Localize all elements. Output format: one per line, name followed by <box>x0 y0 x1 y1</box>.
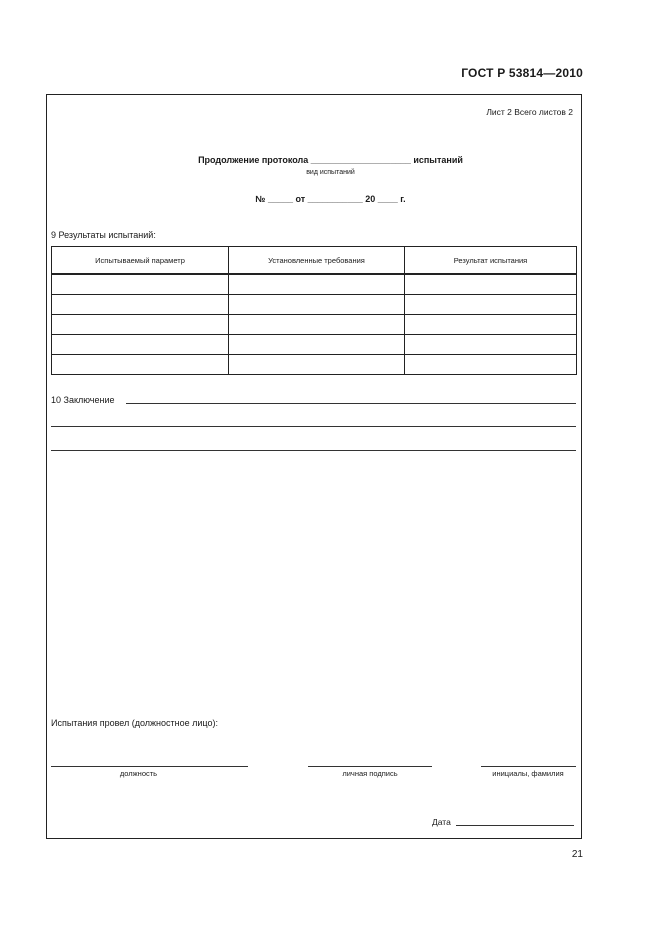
table-row <box>52 355 577 375</box>
table-cell <box>229 335 405 355</box>
standard-code: ГОСТ Р 53814—2010 <box>461 66 583 80</box>
table-cell <box>52 355 229 375</box>
position-caption: должность <box>119 769 158 778</box>
date-line <box>456 825 574 826</box>
table-cell <box>52 274 229 295</box>
conclusion-line <box>51 426 576 427</box>
table-row <box>52 274 577 295</box>
section-10-title: 10 Заключение <box>51 395 115 405</box>
personal-signature-line <box>308 766 432 767</box>
initials-signature-line <box>481 766 576 767</box>
table-header-row <box>52 247 577 275</box>
continuation-title: Продолжение протокола ____________________ испытаний <box>198 155 463 165</box>
table-row <box>52 315 577 335</box>
table-cell <box>405 295 577 315</box>
continuation-subtitle: вид испытаний <box>306 169 355 176</box>
performed-by-label: Испытания провел (должностное лицо): <box>51 718 218 728</box>
conclusion-line <box>126 403 576 404</box>
table-cell <box>405 274 577 295</box>
page-number: 21 <box>571 849 583 860</box>
column-header: Результат испытания <box>405 247 577 275</box>
table-cell <box>52 335 229 355</box>
table-cell <box>405 355 577 375</box>
column-header: Установленные требования <box>229 247 405 275</box>
date-label: Дата <box>432 817 451 827</box>
table-row <box>52 295 577 315</box>
table-cell <box>229 274 405 295</box>
table-cell <box>229 315 405 335</box>
column-header: Испытываемый параметр <box>52 247 229 275</box>
position-signature-line <box>51 766 248 767</box>
protocol-number-line: № _____ от ___________ 20 ____ г. <box>255 194 406 204</box>
table-cell <box>229 355 405 375</box>
table-cell <box>229 295 405 315</box>
sheet-info: Лист 2 Всего листов 2 <box>486 107 573 117</box>
results-table <box>51 246 577 375</box>
initials-caption: инициалы, фамилия <box>492 769 564 778</box>
table-cell <box>405 315 577 335</box>
table-cell <box>405 335 577 355</box>
conclusion-line <box>51 450 576 451</box>
table-cell <box>52 315 229 335</box>
table-cell <box>52 295 229 315</box>
signature-caption: личная подпись <box>342 769 398 778</box>
table-row <box>52 335 577 355</box>
section-9-title: 9 Результаты испытаний: <box>51 230 156 240</box>
